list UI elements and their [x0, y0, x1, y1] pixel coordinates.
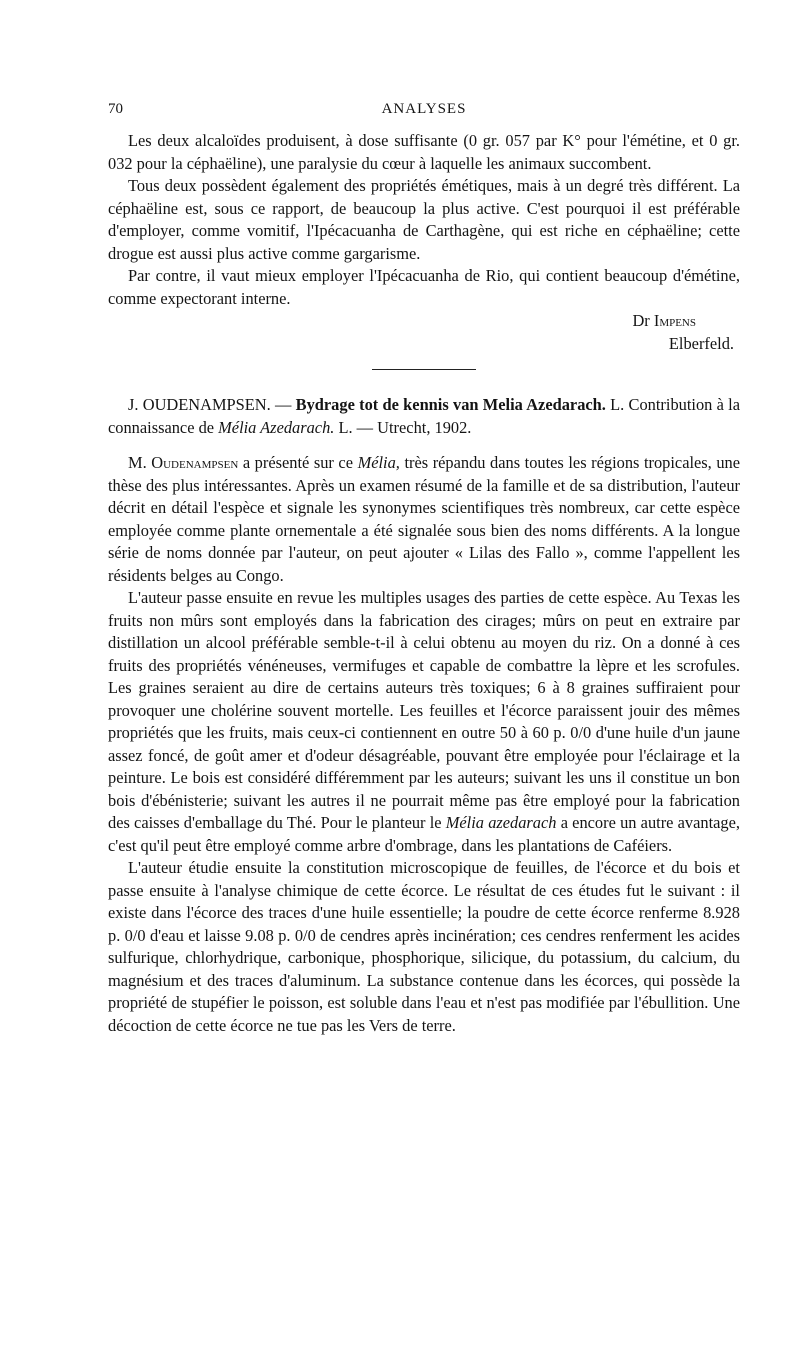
- article-alkaloids: [108, 130, 740, 355]
- text-run: L'auteur passe ensuite en revue les multiples usages des parties de cette espèce. Au Texas les fruits non mûrs sont employés dans la fabrication des cirages; mûrs on peut en extraire par distillation un alcool préférable semble-t-il à celui obtenu au moyen du riz. On a donné à ces fruits des propriétés vénéneuses, vermifuges et capable de combattre la lèpre et les scrofules. Les graines seraient au dire de certains auteurs très toxiques; 6 à 8 graines suffiraient pour provoquer une cholérine souvent mortelle. Les feuilles et l'écorce paraissent jouir des mêmes propriétés que les fruits, mais ceux-ci contiennent en outre 50 à 60 p. 0/0 d'une huile d'un jaune assez foncé, de goût amer et d'odeur désagréable, pouvant être employée pour l'éclairage et la peinture. Le bois est considéré différemment par les auteurs; suivant les uns il constitue un bon bois d'ébénisterie; suivant les autres il ne pourrait même pas être employé pour la fabrication des caisses d'emballage du Thé. Pour le planteur le: [108, 588, 740, 832]
- paragraph: [108, 452, 740, 587]
- paragraph: L'auteur étudie ensuite la constitution microscopique de feuilles, de l'écorce et du bois et passe ensuite à l'analyse chimique de cette écorce. Le résultat de ces études fut le suivant : il existe dans l'écorce des traces d'une huile essentielle; la poudre de cette écorce renferme 8.928 p. 0/0 d'eau et laisse 9.08 p. 0/0 de cendres après incinération; ces cendres renferment les acides sulfurique, chlorhydrique, carbonique, phosphorique, silicique, du potassium, du calcium, du magnésium et des traces d'aluminum. La substance contenue dans les écorces, qui possède la propriété de stupéfier le poisson, est soluble dans l'eau et n'est pas modifiée par l'ébullition. Une décoction de cette écorce ne tue pas les Vers de terre.: [108, 858, 740, 1035]
- citation-italic: Mélia Azedarach.: [218, 417, 335, 437]
- paragraph: Par contre, il vaut mieux employer l'Ipécacuanha de Rio, qui contient beaucoup d'émétine, comme expectorant interne.: [108, 266, 740, 308]
- author-name: Oudenampsen: [151, 453, 239, 472]
- citation: [108, 394, 740, 439]
- text-run: M.: [128, 453, 152, 472]
- species-name: Mélia,: [357, 453, 400, 472]
- citation-title: Bydrage tot de kennis van Melia Azedarach.: [295, 395, 606, 414]
- spacer: [108, 439, 740, 452]
- page-number: 70: [108, 101, 123, 117]
- section-divider: [372, 369, 476, 370]
- text-run: a encore un autre avantage, c'est qu'il peut être employé comme arbre d'ombrage, dans les plantations de Caféiers.: [108, 813, 740, 855]
- text-run: a présenté sur ce: [238, 453, 358, 472]
- running-title: ANALYSES: [381, 101, 467, 117]
- page-body: [108, 130, 740, 1037]
- paragraph: Les deux alcaloïdes produisent, à dose suffisante (0 gr. 057 par K° pour l'émétine, et 0 gr. 032 pour la céphaëline), une paralysie du cœur à laquelle les animaux succombent.: [108, 131, 740, 173]
- paragraph: [108, 587, 740, 857]
- signature-author: [108, 310, 740, 333]
- page-header: [108, 101, 740, 123]
- citation-end: L. — Utrecht, 1902.: [334, 417, 472, 437]
- citation-author: J. OUDENAMPSEN. —: [128, 395, 296, 414]
- species-name: Mélia azedarach: [445, 813, 557, 832]
- article-oudenampsen: [108, 394, 740, 1037]
- citation-mid: L. Contribution à la connaissance de: [108, 395, 740, 437]
- signature-name: Impens: [653, 311, 696, 330]
- signature-prefix: Dr: [632, 311, 650, 330]
- text-run: très répandu dans toutes les régions tropicales, une thèse des plus intéressantes. Après un examen résumé de la famille et de sa distribution, l'auteur décrit en détail l'espèce et signale les synonymes scientifiques très nombreux, car cette espèce employée comme plante ornementale a été signalée sous bien des noms différents. A la longue série de noms donnée par l'auteur, on peut ajouter « Lilas des Fallo », comme l'appellent les résidents belges au Congo.: [108, 453, 741, 585]
- paragraph: Tous deux possèdent également des propriétés émétiques, mais à un degré très différent. La céphaëline est, sous ce rapport, de beaucoup la plus active. C'est pourquoi il est préférable d'employer, comme vomitif, l'Ipécacuanha de Carthagène, qui est riche en céphaëline; cette drogue est aussi plus active comme gargarisme.: [108, 176, 740, 263]
- signature-place: Elberfeld.: [668, 333, 734, 353]
